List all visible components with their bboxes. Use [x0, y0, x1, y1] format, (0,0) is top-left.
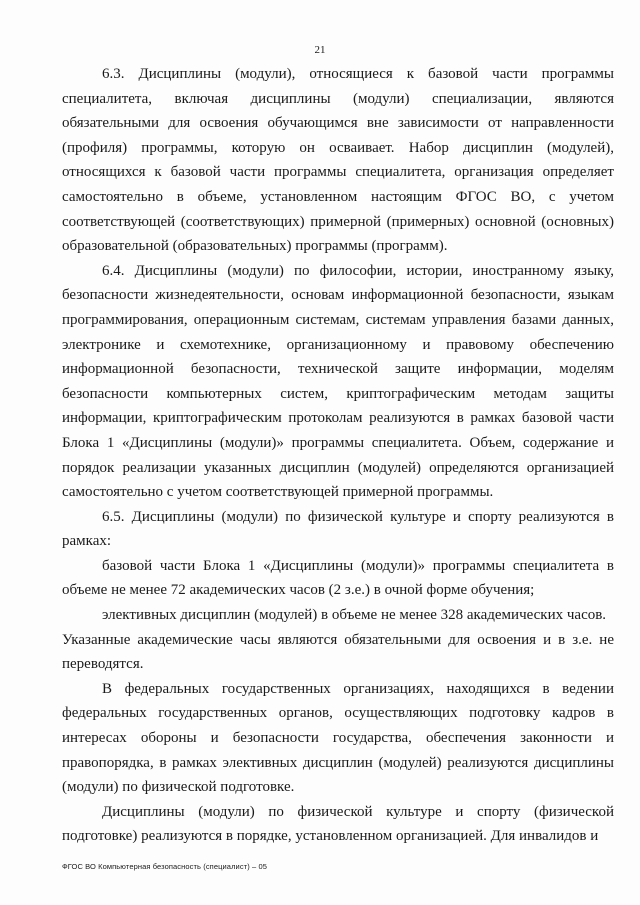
page-footer: ФГОС ВО Компьютерная безопасность (специалист) – 05	[62, 862, 268, 871]
paragraph-base-part: базовой части Блока 1 «Дисциплины (модули)» программы специалитета в объеме не менее 72 академических часов (2 з.е.) в очной форме обучения;	[62, 557, 614, 599]
paragraph-elective: элективных дисциплин (модулей) в объеме не менее 328 академических часов.	[102, 607, 607, 624]
paragraph-hours-note: Указанные академические часы являются обязательными для освоения и в з.е. не переводятся.	[62, 631, 614, 673]
page-number: 21	[314, 44, 326, 56]
paragraph-federal-orgs: В федеральных государственных организациях, находящихся в ведении федеральных государственных органов, осуществляющих подготовку кадров в интересах обороны и безопасности государства, обеспечения законности и правопорядка, в рамках элективных дисциплин (модулей) реализуются дисциплины (модули) по физической подготовке.	[62, 680, 614, 796]
document-body	[62, 62, 614, 849]
paragraph-6-4: 6.4. Дисциплины (модули) по философии, истории, иностранному языку, безопасности жизнедеятельности, основам информационной безопасности, языкам программирования, операционным системам, системам управления базами данных, электронике и схемотехнике, организационному и правовому обеспечению информационной безопасности, технической защите информации, моделям безопасности компьютерных систем, криптографическим методам защиты информации, криптографическим протоколам реализуются в рамках базовой части Блока 1 «Дисциплины (модули)» программы специалитета. Объем, содержание и порядок реализации указанных дисциплин (модулей) определяются организацией самостоятельно с учетом соответствующей примерной программы.	[62, 262, 614, 501]
paragraph-6-5: 6.5. Дисциплины (модули) по физической культуре и спорту реализуются в рамках:	[62, 508, 614, 550]
paragraph-implementation: Дисциплины (модули) по физической культуре и спорту (физической подготовке) реализуются в порядке, установленном организацией. Для инвалидов и	[62, 803, 614, 845]
paragraph-6-3: 6.3. Дисциплины (модули), относящиеся к базовой части программы специалитета, включая дисциплины (модули) специализации, являются обязательными для освоения обучающимся вне зависимости от направленности (профиля) программы, которую он осваивает. Набор дисциплин (модулей), относящихся к базовой части программы специалитета, организация определяет самостоятельно в объеме, установленном настоящим ФГОС ВО, с учетом соответствующей (соответствующих) примерной (примерных) основной (основных) образовательной (образовательных) программы (программ).	[62, 66, 614, 255]
